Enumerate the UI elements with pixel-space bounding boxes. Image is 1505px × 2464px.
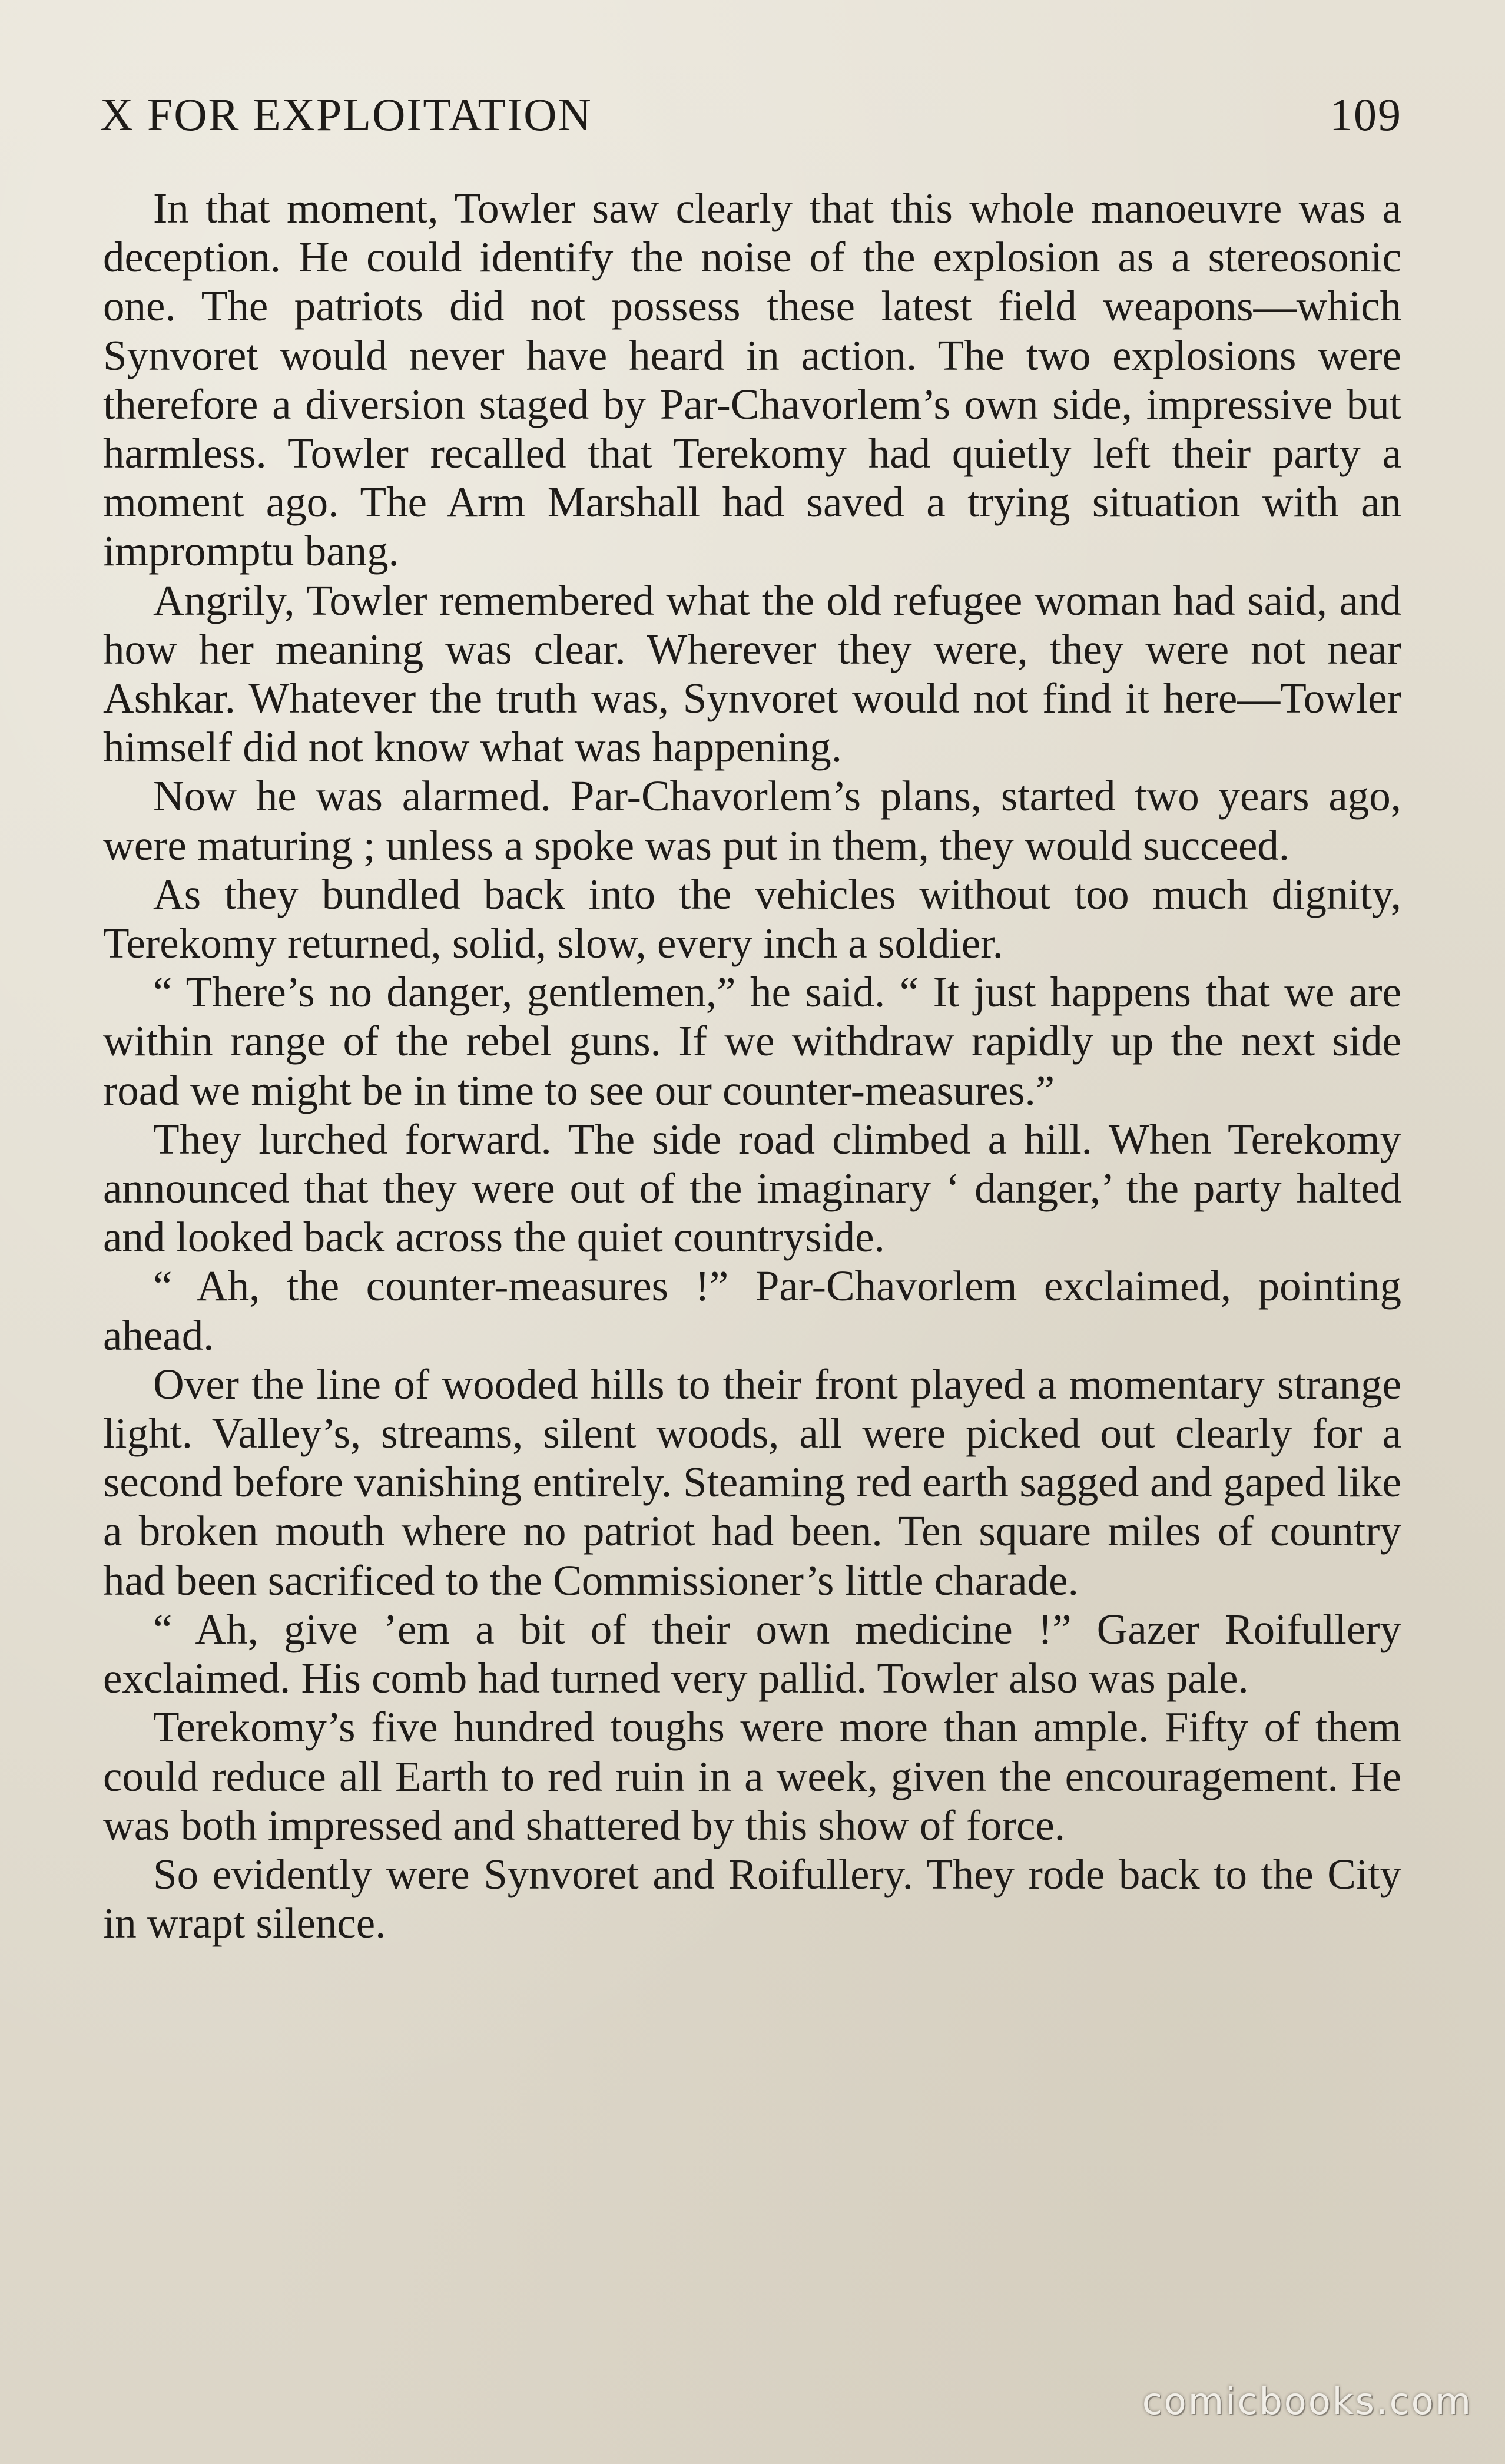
running-title: X FOR EXPLOITATION [100, 89, 592, 140]
paragraph: In that moment, Towler saw clearly that this whole manoeuvre was a deception. He could identify the noise of the explosion as a stereosonic one. The patriots did not possess these latest field weapons—which Synvoret would never have heard in action. The two explosions were therefore a diversion staged by Par-Chavorlem’s own side, impressive but harmless. Towler recalled that Terekomy had quietly left their party a moment ago. The Arm Marshall had saved a trying situation with an impromptu bang. [103, 184, 1401, 575]
running-head [100, 85, 1402, 144]
page-number: 109 [1330, 89, 1402, 140]
body-text [103, 184, 1401, 1948]
watermark: comicbooks.com [1142, 2380, 1473, 2423]
paragraph: As they bundled back into the vehicles without too much dignity, Terekomy returned, solid, slow, every inch a soldier. [103, 870, 1401, 968]
paragraph: Angrily, Towler remembered what the old refugee woman had said, and how her meaning was clear. Wherever they were, they were not near Ashkar. Whatever the truth was, Synvoret would not find it here—Towler himself did not know what was happening. [103, 576, 1401, 771]
paragraph: So evidently were Synvoret and Roifullery. They rode back to the City in wrapt silence. [103, 1850, 1401, 1948]
paragraph: They lurched forward. The side road climbed a hill. When Terekomy announced that they were out of the imaginary ‘ danger,’ the party halted and looked back across the quiet countryside. [103, 1115, 1401, 1261]
paragraph: “ Ah, give ’em a bit of their own medicine !” Gazer Roifullery exclaimed. His comb had turned very pallid. Towler also was pale. [103, 1605, 1401, 1703]
paragraph: “ There’s no danger, gentlemen,” he said. “ It just happens that we are within range of the rebel guns. If we withdraw rapidly up the next side road we might be in time to see our counter-measures.” [103, 968, 1401, 1114]
paragraph: Terekomy’s five hundred toughs were more than ample. Fifty of them could reduce all Earth to red ruin in a week, given the encouragement. He was both impressed and shattered by this show of force. [103, 1703, 1401, 1849]
paragraph: Now he was alarmed. Par-Chavorlem’s plans, started two years ago, were maturing ; unless a spoke was put in them, they would succeed. [103, 772, 1401, 869]
paragraph: “ Ah, the counter-measures !” Par-Chavorlem exclaimed, pointing ahead. [103, 1262, 1401, 1359]
paragraph: Over the line of wooded hills to their front played a momentary strange light. Valley’s, streams, silent woods, all were picked out clearly for a second before vanishing entirely. Steaming red earth sagged and gaped like a broken mouth where no patriot had been. Ten square miles of country had been sacrificed to the Commissioner’s little charade. [103, 1360, 1401, 1604]
